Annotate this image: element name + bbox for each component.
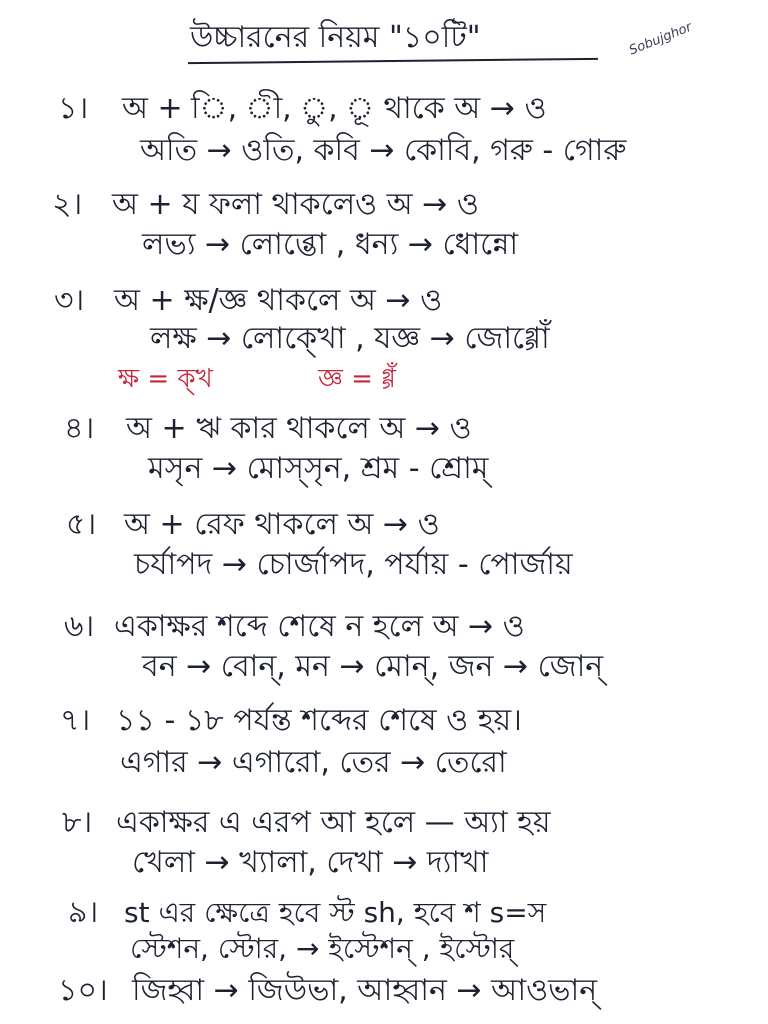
rule-note-ksha: ক্ষ = ক্খ <box>118 364 213 394</box>
rule-number: ৯। <box>68 895 99 930</box>
rule-example: মসৃন → মোস্সৃন, শ্রম - শ্রোম্ <box>148 451 489 486</box>
rule-statement: st এর ক্ষেত্রে হবে স্ট sh, হবে শ s=স <box>124 896 547 929</box>
rule-statement: অ + রেফ থাকলে অ → ও <box>124 507 440 542</box>
rule-number: ১। <box>58 91 89 126</box>
rule-statement: অ + ঋ কার থাকলে অ → ও <box>126 411 472 446</box>
rule-example: এগার → এগারো, তের → তেরো <box>120 745 507 780</box>
rule-example: লভ্য → লোব্ভো , ধন্য → ধোন্নো <box>142 227 519 262</box>
rule-number: ৬। <box>64 609 95 644</box>
rule-number: ৫। <box>66 507 97 542</box>
rule-statement: অ + ি, ী, ু, ূ থাকে অ → ও <box>122 91 547 126</box>
rule-statement: অ + ক্ষ/জ্ঞ থাকলে অ → ও <box>114 283 443 318</box>
page-title: উচ্চারনের নিয়ম "১০টি" <box>190 20 481 55</box>
rule-number: ১০। <box>58 973 108 1008</box>
rule-example: অতি → ওতি, কবি → কোবি, গরু - গোরু <box>140 133 627 168</box>
rule-statement: অ + য ফলা থাকলেও অ → ও <box>112 187 479 222</box>
rule-number: ৪। <box>64 411 95 446</box>
rule-example: চর্যাপদ → চোর্জাপদ, পর্যায় - পোর্জায় <box>134 547 573 582</box>
rule-note-jna: জ্ঞ = গ্গঁ <box>318 364 396 394</box>
signature: Sobujghor <box>627 19 695 59</box>
rule-statement: জিহ্বা → জিউভা, আহ্বান → আওভান্ <box>132 973 598 1008</box>
rule-number: ৩। <box>54 283 85 318</box>
rule-number: ২। <box>52 187 83 222</box>
rule-statement: একাক্ষর শব্দে শেষে ন হলে অ → ও <box>114 609 525 644</box>
title-underline <box>188 58 598 64</box>
rule-number: ৭। <box>60 703 91 738</box>
rule-statement: ১১ - ১৮ পর্যন্ত শব্দের শেষে ও হয়। <box>116 703 522 738</box>
rule-example: লক্ষ → লোক্খো , যজ্ঞ → জোগ্গোঁ <box>150 321 550 356</box>
rule-example: স্টেশন, স্টোর, → ইস্টেশন্ , ইস্টোর্ <box>130 932 515 965</box>
rule-statement: একাক্ষর এ এরপ আ হলে — অ্যা হয় <box>116 805 551 840</box>
rule-example: খেলা → খ্যালা, দেখা → দ্যাখা <box>132 845 489 880</box>
rule-number: ৮। <box>62 805 93 840</box>
rule-example: বন → বোন্, মন → মোন্, জন → জোন্ <box>142 649 604 684</box>
